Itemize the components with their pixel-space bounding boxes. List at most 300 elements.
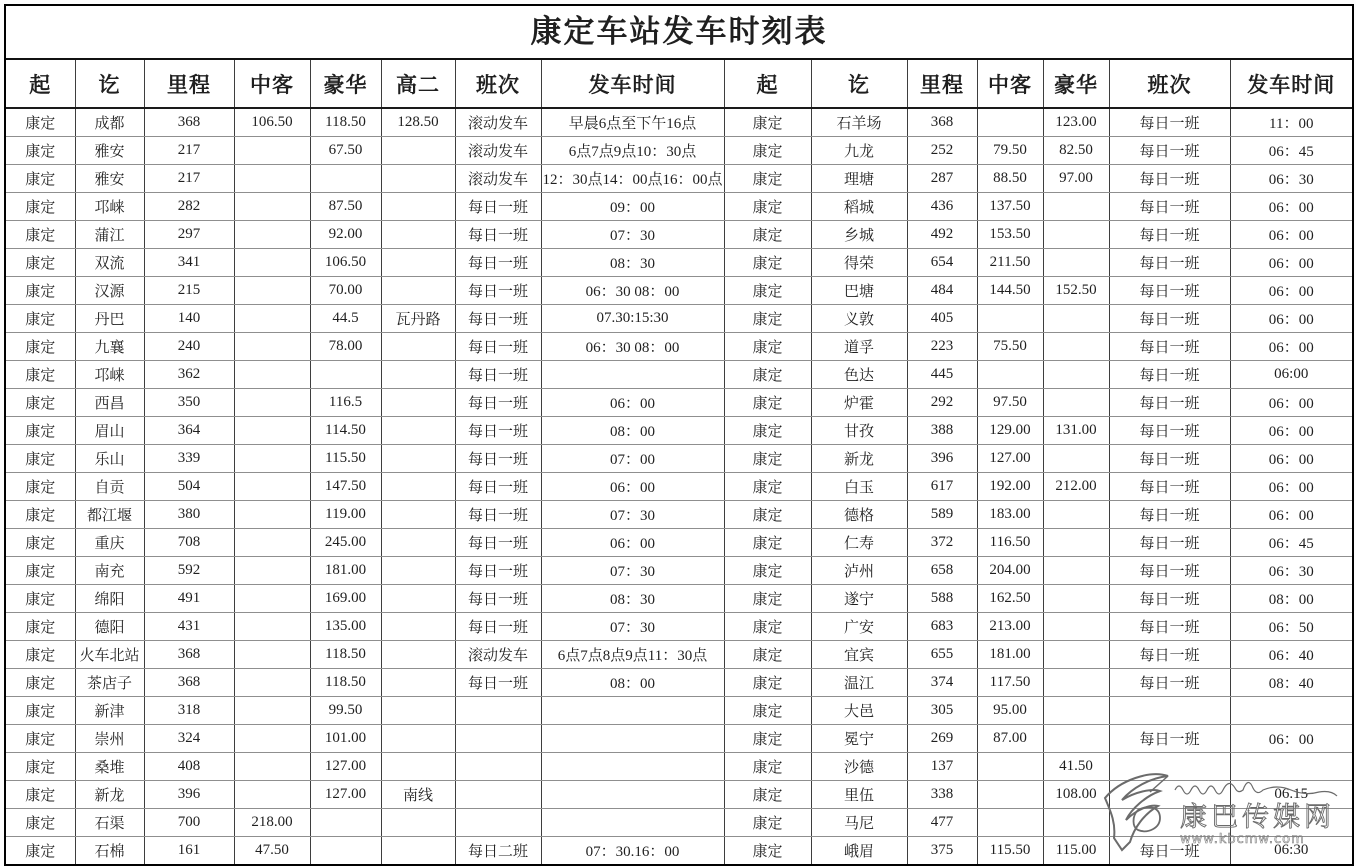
cell-left-r10-c2: 350 <box>144 389 234 417</box>
cell-right-r10-c1: 炉霍 <box>811 389 907 417</box>
cell-right-r15-c6: 06：45 <box>1230 529 1352 557</box>
cell-left-r10-c0: 康定 <box>6 389 75 417</box>
cell-right-r16-c0: 康定 <box>724 557 811 585</box>
table-row <box>6 165 1352 193</box>
cell-left-r4-c3 <box>234 221 310 249</box>
cell-left-r9-c5 <box>381 361 455 389</box>
cell-left-r22-c7 <box>541 725 724 753</box>
cell-left-r8-c1: 九襄 <box>75 333 144 361</box>
column-header-right-0: 起 <box>724 60 811 108</box>
cell-left-r23-c4: 127.00 <box>310 753 381 781</box>
cell-left-r0-c7: 早晨6点至下午16点 <box>541 108 724 137</box>
cell-left-r18-c6: 每日一班 <box>455 613 541 641</box>
cell-left-r15-c3 <box>234 529 310 557</box>
cell-left-r10-c6: 每日一班 <box>455 389 541 417</box>
cell-right-r4-c3: 153.50 <box>977 221 1043 249</box>
cell-right-r19-c0: 康定 <box>724 641 811 669</box>
page-title: 康定车站发车时刻表 <box>6 6 1352 60</box>
table-row <box>6 809 1352 837</box>
cell-right-r20-c6: 08：40 <box>1230 669 1352 697</box>
watermark-site-url: www.kbcmw.com <box>1180 832 1305 847</box>
cell-left-r25-c4 <box>310 809 381 837</box>
cell-right-r21-c5 <box>1109 697 1230 725</box>
cell-right-r26-c0: 康定 <box>724 837 811 865</box>
cell-left-r1-c6: 滚动发车 <box>455 137 541 165</box>
cell-right-r7-c5: 每日一班 <box>1109 305 1230 333</box>
cell-right-r6-c2: 484 <box>907 277 977 305</box>
cell-right-r12-c4 <box>1043 445 1109 473</box>
cell-left-r9-c0: 康定 <box>6 361 75 389</box>
cell-right-r5-c6: 06：00 <box>1230 249 1352 277</box>
column-header-left-5: 高二 <box>381 60 455 108</box>
cell-right-r1-c5: 每日一班 <box>1109 137 1230 165</box>
cell-left-r5-c6: 每日一班 <box>455 249 541 277</box>
cell-left-r19-c0: 康定 <box>6 641 75 669</box>
cell-left-r11-c3 <box>234 417 310 445</box>
cell-left-r9-c1: 邛崃 <box>75 361 144 389</box>
cell-right-r24-c3 <box>977 781 1043 809</box>
table-row <box>6 249 1352 277</box>
cell-right-r18-c2: 683 <box>907 613 977 641</box>
cell-left-r10-c4: 116.5 <box>310 389 381 417</box>
cell-right-r26-c4: 115.00 <box>1043 837 1109 865</box>
cell-left-r20-c6: 每日一班 <box>455 669 541 697</box>
cell-right-r25-c0: 康定 <box>724 809 811 837</box>
table-row <box>6 613 1352 641</box>
cell-right-r5-c4 <box>1043 249 1109 277</box>
cell-right-r3-c1: 稻城 <box>811 193 907 221</box>
cell-left-r6-c1: 汉源 <box>75 277 144 305</box>
table-row <box>6 837 1352 865</box>
departure-timetable <box>6 60 1352 864</box>
table-row <box>6 137 1352 165</box>
cell-right-r17-c2: 588 <box>907 585 977 613</box>
cell-left-r23-c0: 康定 <box>6 753 75 781</box>
cell-left-r21-c4: 99.50 <box>310 697 381 725</box>
cell-left-r14-c6: 每日一班 <box>455 501 541 529</box>
cell-left-r26-c1: 石棉 <box>75 837 144 865</box>
table-row <box>6 725 1352 753</box>
cell-right-r8-c3: 75.50 <box>977 333 1043 361</box>
cell-left-r19-c1: 火车北站 <box>75 641 144 669</box>
cell-left-r15-c2: 708 <box>144 529 234 557</box>
cell-right-r11-c6: 06：00 <box>1230 417 1352 445</box>
cell-left-r1-c3 <box>234 137 310 165</box>
cell-left-r13-c5 <box>381 473 455 501</box>
cell-right-r23-c5 <box>1109 753 1230 781</box>
cell-left-r9-c3 <box>234 361 310 389</box>
cell-right-r8-c2: 223 <box>907 333 977 361</box>
cell-right-r10-c6: 06：00 <box>1230 389 1352 417</box>
cell-left-r21-c2: 318 <box>144 697 234 725</box>
cell-right-r17-c6: 08：00 <box>1230 585 1352 613</box>
cell-right-r15-c2: 372 <box>907 529 977 557</box>
cell-right-r14-c0: 康定 <box>724 501 811 529</box>
cell-right-r22-c3: 87.00 <box>977 725 1043 753</box>
cell-left-r26-c2: 161 <box>144 837 234 865</box>
table-row <box>6 557 1352 585</box>
cell-right-r25-c5 <box>1109 809 1230 837</box>
cell-right-r3-c4 <box>1043 193 1109 221</box>
cell-right-r4-c2: 492 <box>907 221 977 249</box>
cell-right-r9-c6: 06:00 <box>1230 361 1352 389</box>
cell-left-r5-c4: 106.50 <box>310 249 381 277</box>
cell-left-r18-c3 <box>234 613 310 641</box>
table-row <box>6 473 1352 501</box>
cell-right-r17-c5: 每日一班 <box>1109 585 1230 613</box>
cell-left-r0-c2: 368 <box>144 108 234 137</box>
cell-left-r8-c6: 每日一班 <box>455 333 541 361</box>
cell-right-r12-c2: 396 <box>907 445 977 473</box>
table-body <box>6 108 1352 864</box>
cell-left-r19-c7: 6点7点8点9点11：30点 <box>541 641 724 669</box>
cell-left-r15-c4: 245.00 <box>310 529 381 557</box>
cell-right-r20-c2: 374 <box>907 669 977 697</box>
cell-right-r6-c0: 康定 <box>724 277 811 305</box>
cell-left-r13-c6: 每日一班 <box>455 473 541 501</box>
cell-left-r7-c3 <box>234 305 310 333</box>
cell-right-r3-c6: 06：00 <box>1230 193 1352 221</box>
cell-left-r3-c7: 09：00 <box>541 193 724 221</box>
cell-left-r8-c5 <box>381 333 455 361</box>
table-row <box>6 389 1352 417</box>
timetable-sheet <box>4 4 1354 866</box>
table-row <box>6 193 1352 221</box>
cell-right-r21-c6 <box>1230 697 1352 725</box>
cell-left-r11-c7: 08：00 <box>541 417 724 445</box>
cell-left-r21-c5 <box>381 697 455 725</box>
cell-right-r4-c1: 乡城 <box>811 221 907 249</box>
cell-left-r11-c2: 364 <box>144 417 234 445</box>
cell-left-r15-c0: 康定 <box>6 529 75 557</box>
cell-right-r26-c3: 115.50 <box>977 837 1043 865</box>
cell-left-r16-c0: 康定 <box>6 557 75 585</box>
cell-left-r24-c7 <box>541 781 724 809</box>
cell-left-r18-c2: 431 <box>144 613 234 641</box>
cell-right-r3-c5: 每日一班 <box>1109 193 1230 221</box>
cell-left-r2-c2: 217 <box>144 165 234 193</box>
table-row <box>6 501 1352 529</box>
cell-right-r16-c5: 每日一班 <box>1109 557 1230 585</box>
cell-right-r15-c0: 康定 <box>724 529 811 557</box>
cell-right-r0-c2: 368 <box>907 108 977 137</box>
cell-left-r23-c2: 408 <box>144 753 234 781</box>
cell-left-r3-c0: 康定 <box>6 193 75 221</box>
cell-left-r5-c0: 康定 <box>6 249 75 277</box>
cell-left-r0-c5: 128.50 <box>381 108 455 137</box>
cell-right-r11-c5: 每日一班 <box>1109 417 1230 445</box>
cell-right-r9-c1: 色达 <box>811 361 907 389</box>
cell-right-r7-c0: 康定 <box>724 305 811 333</box>
table-row <box>6 305 1352 333</box>
cell-right-r14-c2: 589 <box>907 501 977 529</box>
cell-left-r24-c4: 127.00 <box>310 781 381 809</box>
cell-left-r20-c2: 368 <box>144 669 234 697</box>
cell-left-r10-c7: 06：00 <box>541 389 724 417</box>
cell-left-r4-c4: 92.00 <box>310 221 381 249</box>
cell-left-r4-c0: 康定 <box>6 221 75 249</box>
cell-left-r1-c1: 雅安 <box>75 137 144 165</box>
cell-right-r6-c5: 每日一班 <box>1109 277 1230 305</box>
cell-left-r19-c6: 滚动发车 <box>455 641 541 669</box>
cell-left-r24-c5: 南线 <box>381 781 455 809</box>
cell-left-r14-c4: 119.00 <box>310 501 381 529</box>
cell-left-r17-c4: 169.00 <box>310 585 381 613</box>
cell-left-r25-c7 <box>541 809 724 837</box>
cell-right-r13-c0: 康定 <box>724 473 811 501</box>
cell-left-r22-c4: 101.00 <box>310 725 381 753</box>
cell-right-r22-c4 <box>1043 725 1109 753</box>
cell-right-r12-c5: 每日一班 <box>1109 445 1230 473</box>
cell-left-r24-c6 <box>455 781 541 809</box>
cell-right-r2-c1: 理塘 <box>811 165 907 193</box>
cell-left-r12-c1: 乐山 <box>75 445 144 473</box>
cell-left-r6-c2: 215 <box>144 277 234 305</box>
cell-right-r12-c1: 新龙 <box>811 445 907 473</box>
cell-right-r25-c1: 马尼 <box>811 809 907 837</box>
cell-left-r6-c6: 每日一班 <box>455 277 541 305</box>
cell-right-r14-c1: 德格 <box>811 501 907 529</box>
column-header-left-3: 中客 <box>234 60 310 108</box>
cell-right-r17-c1: 遂宁 <box>811 585 907 613</box>
cell-left-r25-c1: 石渠 <box>75 809 144 837</box>
cell-left-r19-c2: 368 <box>144 641 234 669</box>
cell-left-r22-c0: 康定 <box>6 725 75 753</box>
cell-left-r20-c3 <box>234 669 310 697</box>
cell-right-r5-c1: 得荣 <box>811 249 907 277</box>
cell-right-r23-c3 <box>977 753 1043 781</box>
cell-left-r23-c6 <box>455 753 541 781</box>
cell-left-r16-c4: 181.00 <box>310 557 381 585</box>
cell-left-r5-c2: 341 <box>144 249 234 277</box>
cell-right-r24-c5 <box>1109 781 1230 809</box>
cell-right-r21-c0: 康定 <box>724 697 811 725</box>
cell-left-r22-c1: 崇州 <box>75 725 144 753</box>
cell-right-r6-c1: 巴塘 <box>811 277 907 305</box>
cell-right-r11-c0: 康定 <box>724 417 811 445</box>
cell-right-r2-c3: 88.50 <box>977 165 1043 193</box>
cell-right-r18-c5: 每日一班 <box>1109 613 1230 641</box>
cell-left-r11-c0: 康定 <box>6 417 75 445</box>
cell-left-r18-c7: 07：30 <box>541 613 724 641</box>
table-row <box>6 221 1352 249</box>
cell-right-r13-c1: 白玉 <box>811 473 907 501</box>
cell-left-r18-c4: 135.00 <box>310 613 381 641</box>
cell-right-r15-c1: 仁寿 <box>811 529 907 557</box>
cell-right-r14-c5: 每日一班 <box>1109 501 1230 529</box>
cell-right-r14-c4 <box>1043 501 1109 529</box>
cell-right-r21-c1: 大邑 <box>811 697 907 725</box>
cell-left-r7-c1: 丹巴 <box>75 305 144 333</box>
cell-right-r23-c4: 41.50 <box>1043 753 1109 781</box>
cell-left-r20-c7: 08：00 <box>541 669 724 697</box>
cell-left-r6-c3 <box>234 277 310 305</box>
cell-left-r22-c2: 324 <box>144 725 234 753</box>
cell-right-r22-c0: 康定 <box>724 725 811 753</box>
cell-right-r0-c0: 康定 <box>724 108 811 137</box>
column-header-left-7: 发车时间 <box>541 60 724 108</box>
cell-right-r10-c4 <box>1043 389 1109 417</box>
cell-right-r0-c4: 123.00 <box>1043 108 1109 137</box>
table-row <box>6 641 1352 669</box>
cell-right-r11-c4: 131.00 <box>1043 417 1109 445</box>
cell-left-r18-c5 <box>381 613 455 641</box>
cell-left-r7-c7: 07.30:15:30 <box>541 305 724 333</box>
cell-left-r2-c4 <box>310 165 381 193</box>
cell-right-r22-c2: 269 <box>907 725 977 753</box>
cell-right-r19-c1: 宜宾 <box>811 641 907 669</box>
cell-left-r20-c5 <box>381 669 455 697</box>
table-row <box>6 753 1352 781</box>
table-row <box>6 669 1352 697</box>
cell-left-r15-c5 <box>381 529 455 557</box>
cell-left-r10-c3 <box>234 389 310 417</box>
cell-left-r25-c0: 康定 <box>6 809 75 837</box>
cell-right-r5-c0: 康定 <box>724 249 811 277</box>
column-header-right-6: 发车时间 <box>1230 60 1352 108</box>
cell-right-r26-c1: 峨眉 <box>811 837 907 865</box>
cell-right-r16-c2: 658 <box>907 557 977 585</box>
cell-left-r17-c1: 绵阳 <box>75 585 144 613</box>
cell-left-r17-c2: 491 <box>144 585 234 613</box>
cell-right-r8-c6: 06：00 <box>1230 333 1352 361</box>
table-row <box>6 333 1352 361</box>
cell-left-r23-c7 <box>541 753 724 781</box>
cell-left-r16-c6: 每日一班 <box>455 557 541 585</box>
cell-left-r17-c6: 每日一班 <box>455 585 541 613</box>
cell-right-r11-c3: 129.00 <box>977 417 1043 445</box>
cell-left-r26-c4 <box>310 837 381 865</box>
cell-right-r18-c6: 06：50 <box>1230 613 1352 641</box>
table-row <box>6 697 1352 725</box>
cell-left-r20-c0: 康定 <box>6 669 75 697</box>
cell-right-r5-c5: 每日一班 <box>1109 249 1230 277</box>
cell-left-r16-c2: 592 <box>144 557 234 585</box>
cell-left-r24-c3 <box>234 781 310 809</box>
cell-right-r0-c5: 每日一班 <box>1109 108 1230 137</box>
cell-right-r6-c4: 152.50 <box>1043 277 1109 305</box>
cell-left-r3-c5 <box>381 193 455 221</box>
cell-left-r5-c7: 08：30 <box>541 249 724 277</box>
cell-left-r9-c2: 362 <box>144 361 234 389</box>
cell-left-r8-c0: 康定 <box>6 333 75 361</box>
cell-right-r13-c2: 617 <box>907 473 977 501</box>
cell-right-r25-c3 <box>977 809 1043 837</box>
cell-left-r17-c3 <box>234 585 310 613</box>
cell-right-r6-c3: 144.50 <box>977 277 1043 305</box>
cell-left-r15-c7: 06：00 <box>541 529 724 557</box>
cell-right-r24-c2: 338 <box>907 781 977 809</box>
cell-left-r1-c7: 6点7点9点10：30点 <box>541 137 724 165</box>
cell-left-r14-c3 <box>234 501 310 529</box>
cell-left-r8-c3 <box>234 333 310 361</box>
cell-right-r8-c4 <box>1043 333 1109 361</box>
cell-left-r23-c5 <box>381 753 455 781</box>
column-header-left-6: 班次 <box>455 60 541 108</box>
cell-left-r4-c1: 蒲江 <box>75 221 144 249</box>
cell-left-r12-c5 <box>381 445 455 473</box>
cell-left-r19-c3 <box>234 641 310 669</box>
cell-left-r20-c4: 118.50 <box>310 669 381 697</box>
column-header-left-4: 豪华 <box>310 60 381 108</box>
cell-left-r14-c1: 都江堰 <box>75 501 144 529</box>
cell-right-r23-c2: 137 <box>907 753 977 781</box>
cell-right-r4-c0: 康定 <box>724 221 811 249</box>
cell-right-r26-c6: 06:30 <box>1274 842 1309 858</box>
cell-right-r12-c3: 127.00 <box>977 445 1043 473</box>
cell-right-r7-c6: 06：00 <box>1230 305 1352 333</box>
cell-left-r23-c1: 桑堆 <box>75 753 144 781</box>
cell-right-r24-c6: 06.15 <box>1230 781 1352 809</box>
column-header-left-1: 讫 <box>75 60 144 108</box>
cell-left-r14-c0: 康定 <box>6 501 75 529</box>
column-header-right-3: 中客 <box>977 60 1043 108</box>
table-row <box>6 361 1352 389</box>
cell-right-r1-c4: 82.50 <box>1043 137 1109 165</box>
column-header-right-1: 讫 <box>811 60 907 108</box>
cell-left-r17-c7: 08：30 <box>541 585 724 613</box>
cell-left-r9-c4 <box>310 361 381 389</box>
cell-right-r24-c1: 里伍 <box>811 781 907 809</box>
cell-left-r12-c7: 07：00 <box>541 445 724 473</box>
cell-left-r10-c1: 西昌 <box>75 389 144 417</box>
cell-right-r20-c1: 温江 <box>811 669 907 697</box>
cell-left-r25-c6 <box>455 809 541 837</box>
cell-right-r1-c0: 康定 <box>724 137 811 165</box>
cell-right-r23-c6 <box>1230 753 1352 781</box>
cell-right-r20-c4 <box>1043 669 1109 697</box>
cell-right-r25-c6 <box>1230 809 1352 837</box>
cell-left-r8-c2: 240 <box>144 333 234 361</box>
cell-right-r2-c5: 每日一班 <box>1109 165 1230 193</box>
cell-right-r3-c0: 康定 <box>724 193 811 221</box>
cell-right-r6-c6: 06：00 <box>1230 277 1352 305</box>
cell-left-r4-c6: 每日一班 <box>455 221 541 249</box>
cell-left-r6-c5 <box>381 277 455 305</box>
cell-left-r7-c2: 140 <box>144 305 234 333</box>
cell-right-r9-c0: 康定 <box>724 361 811 389</box>
cell-right-r18-c1: 广安 <box>811 613 907 641</box>
cell-left-r13-c2: 504 <box>144 473 234 501</box>
cell-left-r7-c4: 44.5 <box>310 305 381 333</box>
cell-left-r23-c3 <box>234 753 310 781</box>
cell-right-r13-c5: 每日一班 <box>1109 473 1230 501</box>
cell-left-r26-c6: 每日二班 <box>455 837 541 865</box>
cell-left-r0-c4: 118.50 <box>310 108 381 137</box>
cell-left-r12-c2: 339 <box>144 445 234 473</box>
cell-right-r1-c1: 九龙 <box>811 137 907 165</box>
cell-right-r24-c0: 康定 <box>724 781 811 809</box>
cell-left-r24-c0: 康定 <box>6 781 75 809</box>
cell-left-r15-c6: 每日一班 <box>455 529 541 557</box>
cell-left-r11-c6: 每日一班 <box>455 417 541 445</box>
cell-right-r9-c5: 每日一班 <box>1109 361 1230 389</box>
cell-right-r20-c0: 康定 <box>724 669 811 697</box>
cell-left-r9-c7 <box>541 361 724 389</box>
column-header-right-5: 班次 <box>1109 60 1230 108</box>
cell-left-r26-c3: 47.50 <box>234 837 310 865</box>
cell-right-r19-c4 <box>1043 641 1109 669</box>
cell-left-r3-c4: 87.50 <box>310 193 381 221</box>
cell-right-r24-c4: 108.00 <box>1043 781 1109 809</box>
cell-left-r9-c6: 每日一班 <box>455 361 541 389</box>
cell-right-r15-c5: 每日一班 <box>1109 529 1230 557</box>
cell-left-r16-c7: 07：30 <box>541 557 724 585</box>
cell-right-r23-c0: 康定 <box>724 753 811 781</box>
cell-right-r4-c6: 06：00 <box>1230 221 1352 249</box>
cell-left-r11-c1: 眉山 <box>75 417 144 445</box>
cell-right-r26-c5: 每日一班 <box>1109 837 1230 865</box>
